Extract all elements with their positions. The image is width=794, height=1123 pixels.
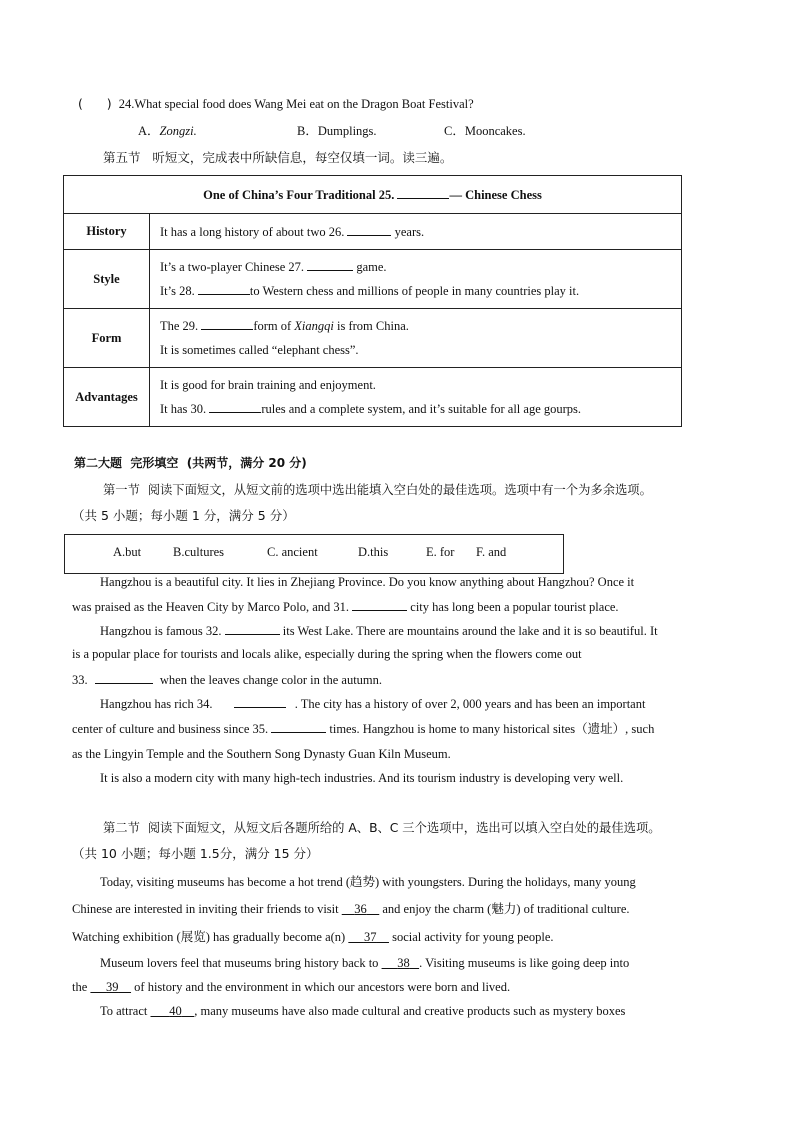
passage-text: times. Hangzhou is home to many historical sites（遗址）, such: [329, 722, 655, 736]
option-letter: A．: [138, 124, 160, 138]
cell-text: It has 30.: [160, 402, 207, 416]
blank-35[interactable]: [271, 720, 326, 733]
passage-text: Hangzhou is famous 32.: [100, 624, 222, 638]
blank-36[interactable]: [342, 902, 380, 916]
option-letter: C．: [444, 124, 465, 138]
word-option: C. ancient: [267, 545, 318, 559]
passage-text: 33.: [72, 673, 88, 687]
passage-text: and enjoy the charm (魅力) of traditional culture.: [382, 902, 630, 916]
cell-text-italic: Xiangqi: [294, 319, 334, 333]
part2-title: 第二大题 完形填空 (共两节，满分 20 分): [74, 456, 307, 470]
cell-text: form of: [253, 319, 292, 333]
option-text: Mooncakes.: [464, 124, 526, 138]
row-content: [150, 214, 682, 250]
answer-paren: ( ): [78, 96, 112, 111]
blank-37[interactable]: [348, 930, 389, 944]
cell-text: game.: [356, 260, 387, 274]
row-content: [150, 368, 682, 427]
passage-text: Museum lovers feel that museums bring history back to: [100, 956, 379, 970]
table-header-row: [64, 176, 682, 214]
blank-39[interactable]: [90, 980, 131, 994]
word-option: A.but: [113, 545, 142, 559]
word-option: D.this: [358, 545, 389, 559]
table-row: [64, 250, 682, 309]
cell-text: It has a long history of about two 26.: [160, 224, 345, 239]
row-content: [150, 250, 682, 309]
passage-text: . Visiting museums is like going deep into: [419, 956, 630, 970]
table-row: [64, 368, 682, 427]
blank-number: 38: [397, 956, 410, 970]
passage-text: of history and the environment in which our ancestors were born and lived.: [134, 980, 511, 994]
cell-text: is from China.: [337, 319, 409, 333]
part2-s1-sub: （共 5 小题；每小题 1 分，满分 5 分）: [72, 508, 295, 523]
cell-text: years.: [394, 224, 425, 239]
row-label: History: [64, 214, 150, 250]
blank-40[interactable]: [151, 1004, 195, 1018]
passage-text: when the leaves change color in the autumn.: [159, 673, 383, 687]
row-label: Advantages: [64, 368, 150, 427]
part2-s2-title: 第二节 阅读下面短文，从短文后各题所给的 A、B、C 三个选项中，选出可以填入空白处的最佳选项。: [103, 821, 661, 835]
cell-text: It’s a two-player Chinese 27.: [160, 260, 305, 274]
passage1-line: Hangzhou is a beautiful city. It lies in Zhejiang Province. Do you know anything about Hangzhou? Once it: [100, 575, 635, 589]
part2-s2-sub: （共 10 小题；每小题 1.5分，满分 15 分）: [72, 846, 319, 861]
passage1-line: It is also a modern city with many high-tech industries. And its tourism industry is developing very well.: [100, 771, 624, 785]
passage-text: city has long been a popular tourist place.: [410, 600, 619, 614]
passage2-line: [72, 901, 630, 917]
blank-number: 40: [169, 1004, 182, 1018]
q24-question: 24.What special food does Wang Mei eat on the Dragon Boat Festival?: [118, 97, 474, 111]
passage2-line: [72, 929, 554, 945]
table-row: [64, 214, 682, 250]
passage2-line: Today, visiting museums has become a hot trend (趋势) with youngsters. During the holidays, many young: [100, 875, 636, 889]
cell-text: The 29.: [160, 319, 199, 333]
passage1-line: [100, 695, 645, 712]
row-label: Form: [64, 309, 150, 368]
table-header: [64, 176, 682, 214]
passage-text: To attract: [100, 1004, 148, 1018]
option-text: Dumplings.: [317, 124, 377, 138]
q24-option-a: [138, 123, 197, 139]
passage-text: Watching exhibition (展览) has gradually become a(n): [72, 930, 346, 944]
blank-32[interactable]: [225, 622, 280, 635]
word-options-box: [64, 534, 564, 574]
passage-text: Hangzhou has rich 34.: [100, 697, 213, 711]
passage-text: Chinese are interested in inviting their friends to visit: [72, 902, 339, 916]
blank-33[interactable]: [95, 671, 153, 684]
blank-27[interactable]: [307, 258, 353, 271]
passage-text: its West Lake. There are mountains around the lake and it is so beautiful. It: [282, 624, 658, 638]
table-row: [64, 309, 682, 368]
word-option: E. for: [426, 545, 455, 559]
blank-38[interactable]: [382, 956, 420, 970]
option-text: Zongzi.: [159, 124, 197, 138]
blank-number: 36: [354, 902, 367, 916]
q24-option-b: [297, 123, 377, 139]
passage-text: . The city has a history of over 2, 000 years and has been an important: [294, 697, 646, 711]
passage-text: social activity for young people.: [392, 930, 554, 944]
blank-31[interactable]: [352, 598, 407, 611]
header-text-suffix: — Chinese Chess: [449, 188, 542, 202]
passage2-line: [100, 1003, 625, 1019]
blank-29[interactable]: [201, 317, 253, 330]
cell-text: to Western chess and millions of people in many countries play it.: [249, 284, 580, 298]
passage-text: was praised as the Heaven City by Marco Polo, and 31.: [72, 600, 350, 614]
part2-s1-title: 第一节 阅读下面短文，从短文前的选项中选出能填入空白处的最佳选项。选项中有一个为多余选项。: [103, 483, 652, 497]
word-option: B.cultures: [173, 545, 225, 559]
chess-table: [63, 175, 682, 427]
row-content: [150, 309, 682, 368]
header-text: One of China’s Four Traditional 25.: [203, 188, 395, 202]
row-label: Style: [64, 250, 150, 309]
blank-number: 37: [363, 930, 377, 944]
section5-title: 第五节 听短文，完成表中所缺信息，每空仅填一词。读三遍。: [103, 150, 453, 165]
blank-30[interactable]: [209, 400, 261, 413]
option-letter: B．: [297, 124, 318, 138]
blank-number: 39: [106, 980, 119, 994]
passage2-line: [100, 955, 629, 971]
passage1-line: [72, 720, 654, 737]
cell-text: It is sometimes called “elephant chess”.: [160, 343, 359, 357]
q24-line: [78, 96, 474, 112]
q24-option-c: [444, 123, 526, 139]
passage1-line: as the Lingyin Temple and the Southern Song Dynasty Guan Kiln Museum.: [72, 747, 451, 761]
passage-text: , many museums have also made cultural and creative products such as mystery boxes: [194, 1004, 626, 1018]
word-option: F. and: [476, 545, 507, 559]
passage-text: center of culture and business since 35.: [72, 722, 269, 736]
passage1-line: is a popular place for tourists and locals alike, especially during the spring when the flowers come out: [72, 647, 582, 661]
cell-text: It is good for brain training and enjoyment.: [160, 378, 376, 392]
blank-25[interactable]: [397, 186, 449, 199]
blank-26[interactable]: [347, 223, 391, 236]
cell-text: It’s 28.: [160, 284, 195, 298]
blank-28[interactable]: [198, 282, 250, 295]
passage-text: the: [72, 980, 88, 994]
passage2-line: [72, 979, 510, 995]
passage1-line: [72, 671, 382, 688]
passage1-line: [100, 622, 658, 639]
passage1-line: [72, 598, 619, 615]
cell-text: rules and a complete system, and it’s suitable for all age gourps.: [261, 402, 582, 416]
blank-34[interactable]: [234, 695, 286, 708]
